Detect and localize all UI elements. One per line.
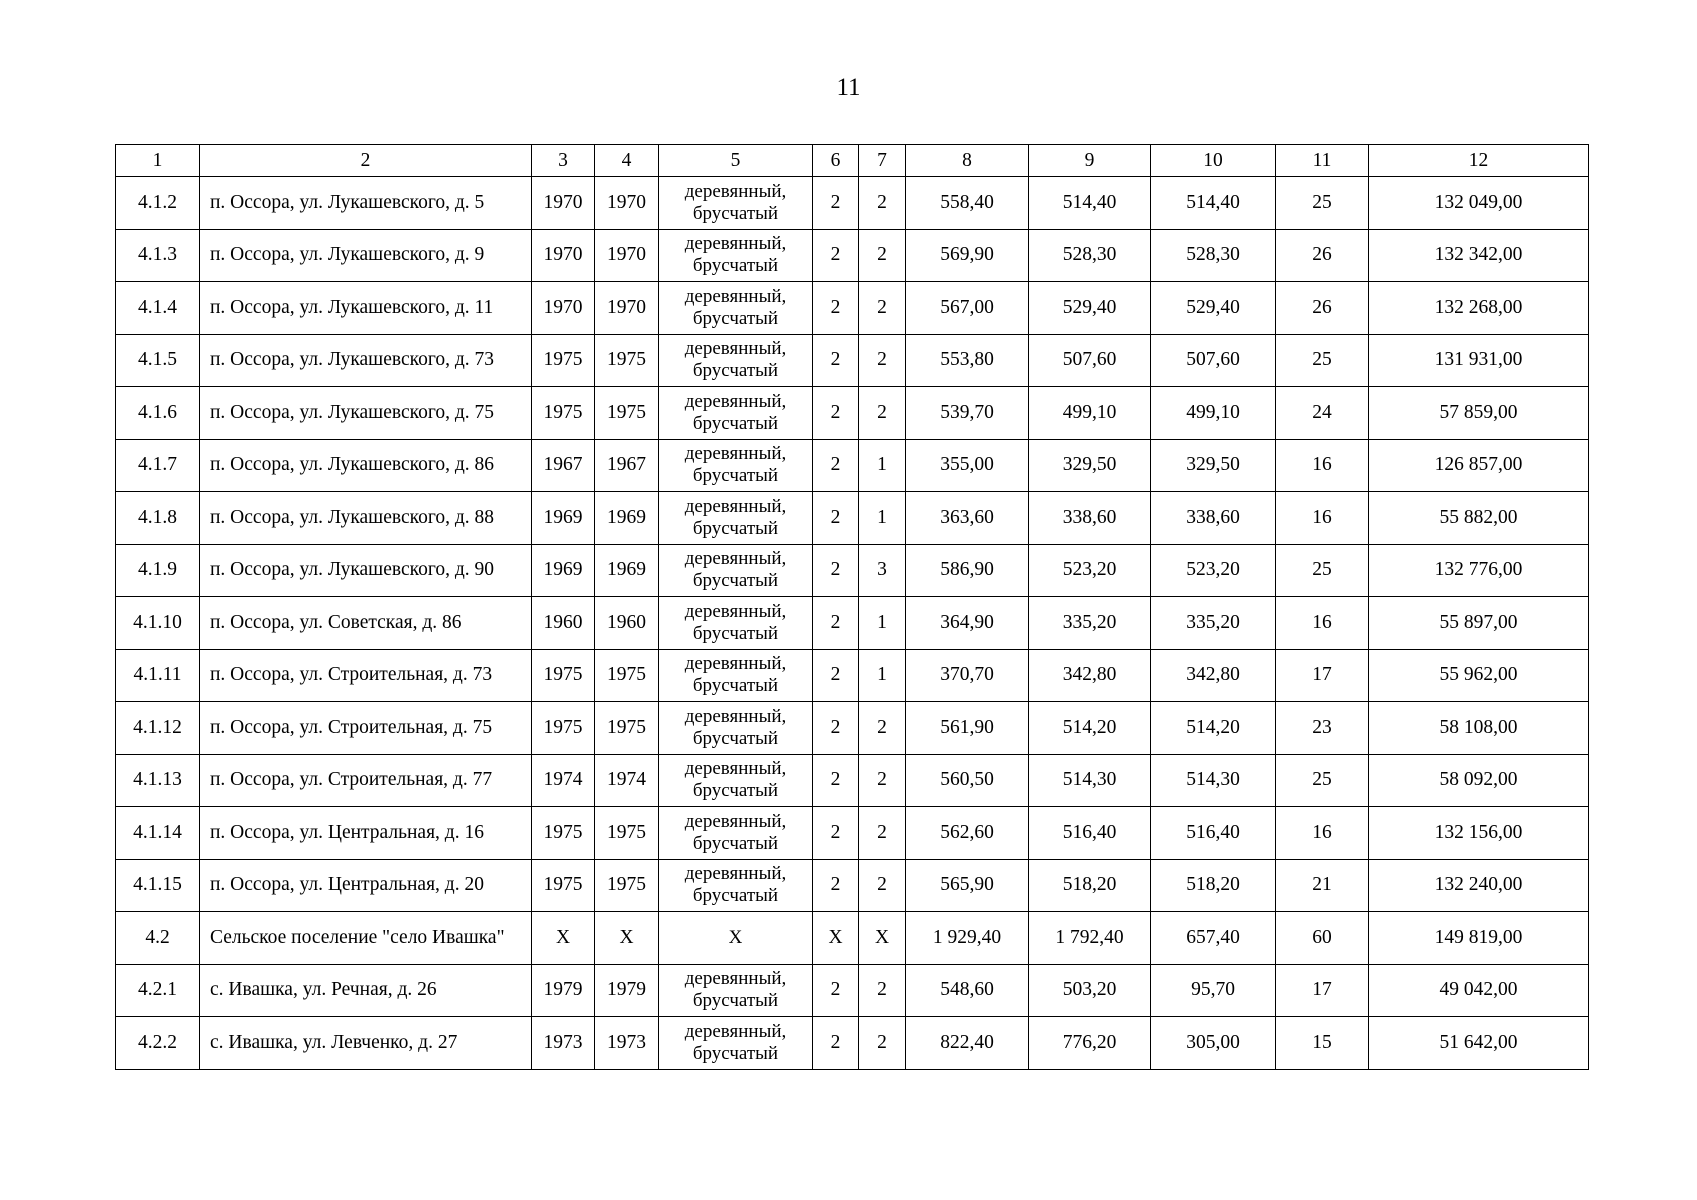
header-row bbox=[116, 145, 1589, 177]
year-cell: 1969 bbox=[595, 544, 659, 597]
table-row bbox=[116, 912, 1589, 965]
total-area-cell: 553,80 bbox=[906, 334, 1029, 387]
table-row bbox=[116, 229, 1589, 282]
living-area-cell: 776,20 bbox=[1029, 1017, 1151, 1070]
total-area-cell: 822,40 bbox=[906, 1017, 1029, 1070]
address-cell: п. Оссора, ул. Лукашевского, д. 5 bbox=[200, 177, 532, 230]
total-area-cell: 1 929,40 bbox=[906, 912, 1029, 965]
area-cell: 305,00 bbox=[1151, 1017, 1276, 1070]
column-header-4: 4 bbox=[595, 145, 659, 177]
row-number-cell: 4.1.9 bbox=[116, 544, 200, 597]
row-number-cell: 4.1.6 bbox=[116, 387, 200, 440]
entrances-cell: 2 bbox=[859, 859, 906, 912]
amount-cell: 55 897,00 bbox=[1369, 597, 1589, 650]
residents-cell: 16 bbox=[1276, 492, 1369, 545]
year-cell: 1970 bbox=[595, 229, 659, 282]
row-number-cell: 4.1.5 bbox=[116, 334, 200, 387]
floors-cell: 2 bbox=[813, 702, 859, 755]
material-cell: деревянный, брусчатый bbox=[659, 807, 813, 860]
year-cell: 1970 bbox=[595, 282, 659, 335]
address-cell: п. Оссора, ул. Советская, д. 86 bbox=[200, 597, 532, 650]
area-cell: 338,60 bbox=[1151, 492, 1276, 545]
total-area-cell: 539,70 bbox=[906, 387, 1029, 440]
year-cell: 1970 bbox=[532, 282, 595, 335]
column-header-8: 8 bbox=[906, 145, 1029, 177]
row-number-cell: 4.2 bbox=[116, 912, 200, 965]
material-cell: деревянный, брусчатый bbox=[659, 334, 813, 387]
living-area-cell: 516,40 bbox=[1029, 807, 1151, 860]
area-cell: 342,80 bbox=[1151, 649, 1276, 702]
entrances-cell: 1 bbox=[859, 439, 906, 492]
year-cell: Х bbox=[532, 912, 595, 965]
table-row bbox=[116, 859, 1589, 912]
year-cell: 1975 bbox=[532, 387, 595, 440]
residents-cell: 26 bbox=[1276, 229, 1369, 282]
total-area-cell: 363,60 bbox=[906, 492, 1029, 545]
area-cell: 499,10 bbox=[1151, 387, 1276, 440]
living-area-cell: 335,20 bbox=[1029, 597, 1151, 650]
area-cell: 516,40 bbox=[1151, 807, 1276, 860]
year-cell: 1967 bbox=[595, 439, 659, 492]
material-cell: деревянный, брусчатый bbox=[659, 387, 813, 440]
year-cell: 1975 bbox=[595, 387, 659, 440]
housing-register-table bbox=[115, 144, 1589, 1070]
year-cell: 1975 bbox=[595, 859, 659, 912]
table-row bbox=[116, 282, 1589, 335]
column-header-11: 11 bbox=[1276, 145, 1369, 177]
area-cell: 95,70 bbox=[1151, 964, 1276, 1017]
row-number-cell: 4.1.14 bbox=[116, 807, 200, 860]
address-cell: п. Оссора, ул. Лукашевского, д. 73 bbox=[200, 334, 532, 387]
amount-cell: 55 962,00 bbox=[1369, 649, 1589, 702]
living-area-cell: 507,60 bbox=[1029, 334, 1151, 387]
material-cell: деревянный, брусчатый bbox=[659, 544, 813, 597]
address-cell: Сельское поселение "село Ивашка" bbox=[200, 912, 532, 965]
entrances-cell: 2 bbox=[859, 754, 906, 807]
living-area-cell: 514,40 bbox=[1029, 177, 1151, 230]
table-row bbox=[116, 544, 1589, 597]
total-area-cell: 355,00 bbox=[906, 439, 1029, 492]
living-area-cell: 499,10 bbox=[1029, 387, 1151, 440]
amount-cell: 132 156,00 bbox=[1369, 807, 1589, 860]
table-body bbox=[116, 177, 1589, 1070]
entrances-cell: 2 bbox=[859, 177, 906, 230]
column-header-5: 5 bbox=[659, 145, 813, 177]
total-area-cell: 562,60 bbox=[906, 807, 1029, 860]
living-area-cell: 523,20 bbox=[1029, 544, 1151, 597]
material-cell: деревянный, брусчатый bbox=[659, 649, 813, 702]
residents-cell: 25 bbox=[1276, 177, 1369, 230]
row-number-cell: 4.1.3 bbox=[116, 229, 200, 282]
total-area-cell: 370,70 bbox=[906, 649, 1029, 702]
floors-cell: 2 bbox=[813, 334, 859, 387]
material-cell: деревянный, брусчатый bbox=[659, 964, 813, 1017]
table-row bbox=[116, 1017, 1589, 1070]
row-number-cell: 4.1.12 bbox=[116, 702, 200, 755]
address-cell: п. Оссора, ул. Лукашевского, д. 9 bbox=[200, 229, 532, 282]
floors-cell: 2 bbox=[813, 597, 859, 650]
amount-cell: 132 268,00 bbox=[1369, 282, 1589, 335]
area-cell: 518,20 bbox=[1151, 859, 1276, 912]
amount-cell: 57 859,00 bbox=[1369, 387, 1589, 440]
year-cell: 1975 bbox=[532, 807, 595, 860]
year-cell: 1973 bbox=[532, 1017, 595, 1070]
floors-cell: 2 bbox=[813, 282, 859, 335]
total-area-cell: 558,40 bbox=[906, 177, 1029, 230]
living-area-cell: 329,50 bbox=[1029, 439, 1151, 492]
living-area-cell: 503,20 bbox=[1029, 964, 1151, 1017]
column-header-9: 9 bbox=[1029, 145, 1151, 177]
table-row bbox=[116, 649, 1589, 702]
column-header-6: 6 bbox=[813, 145, 859, 177]
material-cell: Х bbox=[659, 912, 813, 965]
amount-cell: 51 642,00 bbox=[1369, 1017, 1589, 1070]
total-area-cell: 364,90 bbox=[906, 597, 1029, 650]
year-cell: 1975 bbox=[595, 334, 659, 387]
living-area-cell: 514,20 bbox=[1029, 702, 1151, 755]
entrances-cell: 1 bbox=[859, 597, 906, 650]
table-row bbox=[116, 387, 1589, 440]
amount-cell: 132 240,00 bbox=[1369, 859, 1589, 912]
year-cell: 1967 bbox=[532, 439, 595, 492]
total-area-cell: 560,50 bbox=[906, 754, 1029, 807]
amount-cell: 131 931,00 bbox=[1369, 334, 1589, 387]
column-header-7: 7 bbox=[859, 145, 906, 177]
table-row bbox=[116, 964, 1589, 1017]
area-cell: 523,20 bbox=[1151, 544, 1276, 597]
material-cell: деревянный, брусчатый bbox=[659, 439, 813, 492]
entrances-cell: 3 bbox=[859, 544, 906, 597]
residents-cell: 26 bbox=[1276, 282, 1369, 335]
table-row bbox=[116, 439, 1589, 492]
floors-cell: 2 bbox=[813, 229, 859, 282]
amount-cell: 55 882,00 bbox=[1369, 492, 1589, 545]
table-row bbox=[116, 492, 1589, 545]
floors-cell: 2 bbox=[813, 964, 859, 1017]
address-cell: п. Оссора, ул. Лукашевского, д. 88 bbox=[200, 492, 532, 545]
year-cell: 1975 bbox=[532, 859, 595, 912]
year-cell: 1979 bbox=[595, 964, 659, 1017]
area-cell: 335,20 bbox=[1151, 597, 1276, 650]
residents-cell: 60 bbox=[1276, 912, 1369, 965]
row-number-cell: 4.2.2 bbox=[116, 1017, 200, 1070]
year-cell: 1975 bbox=[595, 807, 659, 860]
entrances-cell: 2 bbox=[859, 334, 906, 387]
year-cell: 1969 bbox=[532, 544, 595, 597]
material-cell: деревянный, брусчатый bbox=[659, 492, 813, 545]
entrances-cell: 1 bbox=[859, 492, 906, 545]
year-cell: 1970 bbox=[532, 177, 595, 230]
amount-cell: 132 342,00 bbox=[1369, 229, 1589, 282]
area-cell: 507,60 bbox=[1151, 334, 1276, 387]
living-area-cell: 529,40 bbox=[1029, 282, 1151, 335]
table-row bbox=[116, 807, 1589, 860]
residents-cell: 25 bbox=[1276, 544, 1369, 597]
residents-cell: 15 bbox=[1276, 1017, 1369, 1070]
material-cell: деревянный, брусчатый bbox=[659, 754, 813, 807]
residents-cell: 23 bbox=[1276, 702, 1369, 755]
amount-cell: 49 042,00 bbox=[1369, 964, 1589, 1017]
entrances-cell: 2 bbox=[859, 964, 906, 1017]
amount-cell: 149 819,00 bbox=[1369, 912, 1589, 965]
year-cell: 1970 bbox=[595, 177, 659, 230]
living-area-cell: 338,60 bbox=[1029, 492, 1151, 545]
area-cell: 514,40 bbox=[1151, 177, 1276, 230]
address-cell: п. Оссора, ул. Строительная, д. 73 bbox=[200, 649, 532, 702]
year-cell: 1975 bbox=[532, 649, 595, 702]
amount-cell: 132 776,00 bbox=[1369, 544, 1589, 597]
floors-cell: 2 bbox=[813, 649, 859, 702]
living-area-cell: 528,30 bbox=[1029, 229, 1151, 282]
row-number-cell: 4.1.11 bbox=[116, 649, 200, 702]
column-header-2: 2 bbox=[200, 145, 532, 177]
amount-cell: 58 092,00 bbox=[1369, 754, 1589, 807]
year-cell: Х bbox=[595, 912, 659, 965]
address-cell: п. Оссора, ул. Центральная, д. 16 bbox=[200, 807, 532, 860]
year-cell: 1975 bbox=[595, 649, 659, 702]
year-cell: 1960 bbox=[532, 597, 595, 650]
address-cell: п. Оссора, ул. Строительная, д. 75 bbox=[200, 702, 532, 755]
entrances-cell: 2 bbox=[859, 387, 906, 440]
floors-cell: 2 bbox=[813, 387, 859, 440]
residents-cell: 17 bbox=[1276, 649, 1369, 702]
residents-cell: 16 bbox=[1276, 439, 1369, 492]
total-area-cell: 586,90 bbox=[906, 544, 1029, 597]
material-cell: деревянный, брусчатый bbox=[659, 177, 813, 230]
total-area-cell: 565,90 bbox=[906, 859, 1029, 912]
total-area-cell: 548,60 bbox=[906, 964, 1029, 1017]
column-header-10: 10 bbox=[1151, 145, 1276, 177]
floors-cell: Х bbox=[813, 912, 859, 965]
year-cell: 1975 bbox=[532, 334, 595, 387]
floors-cell: 2 bbox=[813, 859, 859, 912]
row-number-cell: 4.1.8 bbox=[116, 492, 200, 545]
residents-cell: 16 bbox=[1276, 807, 1369, 860]
total-area-cell: 561,90 bbox=[906, 702, 1029, 755]
area-cell: 528,30 bbox=[1151, 229, 1276, 282]
year-cell: 1969 bbox=[595, 492, 659, 545]
table-row bbox=[116, 334, 1589, 387]
page-number: 11 bbox=[836, 74, 861, 101]
residents-cell: 25 bbox=[1276, 334, 1369, 387]
amount-cell: 58 108,00 bbox=[1369, 702, 1589, 755]
year-cell: 1979 bbox=[532, 964, 595, 1017]
area-cell: 529,40 bbox=[1151, 282, 1276, 335]
year-cell: 1974 bbox=[595, 754, 659, 807]
floors-cell: 2 bbox=[813, 754, 859, 807]
living-area-cell: 518,20 bbox=[1029, 859, 1151, 912]
row-number-cell: 4.1.13 bbox=[116, 754, 200, 807]
material-cell: деревянный, брусчатый bbox=[659, 1017, 813, 1070]
area-cell: 329,50 bbox=[1151, 439, 1276, 492]
floors-cell: 2 bbox=[813, 544, 859, 597]
floors-cell: 2 bbox=[813, 1017, 859, 1070]
entrances-cell: 2 bbox=[859, 702, 906, 755]
living-area-cell: 342,80 bbox=[1029, 649, 1151, 702]
address-cell: п. Оссора, ул. Лукашевского, д. 75 bbox=[200, 387, 532, 440]
entrances-cell: 2 bbox=[859, 282, 906, 335]
row-number-cell: 4.1.4 bbox=[116, 282, 200, 335]
year-cell: 1973 bbox=[595, 1017, 659, 1070]
row-number-cell: 4.1.2 bbox=[116, 177, 200, 230]
residents-cell: 24 bbox=[1276, 387, 1369, 440]
year-cell: 1960 bbox=[595, 597, 659, 650]
floors-cell: 2 bbox=[813, 177, 859, 230]
address-cell: п. Оссора, ул. Лукашевского, д. 11 bbox=[200, 282, 532, 335]
area-cell: 514,30 bbox=[1151, 754, 1276, 807]
table-row bbox=[116, 754, 1589, 807]
address-cell: п. Оссора, ул. Строительная, д. 77 bbox=[200, 754, 532, 807]
year-cell: 1975 bbox=[532, 702, 595, 755]
entrances-cell: 2 bbox=[859, 229, 906, 282]
year-cell: 1974 bbox=[532, 754, 595, 807]
residents-cell: 21 bbox=[1276, 859, 1369, 912]
table-row bbox=[116, 702, 1589, 755]
entrances-cell: 2 bbox=[859, 1017, 906, 1070]
area-cell: 657,40 bbox=[1151, 912, 1276, 965]
total-area-cell: 569,90 bbox=[906, 229, 1029, 282]
column-header-12: 12 bbox=[1369, 145, 1589, 177]
column-header-1: 1 bbox=[116, 145, 200, 177]
address-cell: п. Оссора, ул. Лукашевского, д. 90 bbox=[200, 544, 532, 597]
year-cell: 1975 bbox=[595, 702, 659, 755]
address-cell: п. Оссора, ул. Лукашевского, д. 86 bbox=[200, 439, 532, 492]
entrances-cell: 2 bbox=[859, 807, 906, 860]
amount-cell: 132 049,00 bbox=[1369, 177, 1589, 230]
living-area-cell: 1 792,40 bbox=[1029, 912, 1151, 965]
material-cell: деревянный, брусчатый bbox=[659, 282, 813, 335]
table-header bbox=[116, 145, 1589, 177]
table-row bbox=[116, 177, 1589, 230]
floors-cell: 2 bbox=[813, 439, 859, 492]
column-header-3: 3 bbox=[532, 145, 595, 177]
row-number-cell: 4.2.1 bbox=[116, 964, 200, 1017]
floors-cell: 2 bbox=[813, 807, 859, 860]
entrances-cell: 1 bbox=[859, 649, 906, 702]
address-cell: п. Оссора, ул. Центральная, д. 20 bbox=[200, 859, 532, 912]
total-area-cell: 567,00 bbox=[906, 282, 1029, 335]
table-row bbox=[116, 597, 1589, 650]
area-cell: 514,20 bbox=[1151, 702, 1276, 755]
address-cell: с. Ивашка, ул. Левченко, д. 27 bbox=[200, 1017, 532, 1070]
year-cell: 1969 bbox=[532, 492, 595, 545]
row-number-cell: 4.1.7 bbox=[116, 439, 200, 492]
floors-cell: 2 bbox=[813, 492, 859, 545]
material-cell: деревянный, брусчатый bbox=[659, 859, 813, 912]
residents-cell: 17 bbox=[1276, 964, 1369, 1017]
entrances-cell: Х bbox=[859, 912, 906, 965]
material-cell: деревянный, брусчатый bbox=[659, 597, 813, 650]
residents-cell: 25 bbox=[1276, 754, 1369, 807]
row-number-cell: 4.1.10 bbox=[116, 597, 200, 650]
residents-cell: 16 bbox=[1276, 597, 1369, 650]
material-cell: деревянный, брусчатый bbox=[659, 702, 813, 755]
year-cell: 1970 bbox=[532, 229, 595, 282]
amount-cell: 126 857,00 bbox=[1369, 439, 1589, 492]
address-cell: с. Ивашка, ул. Речная, д. 26 bbox=[200, 964, 532, 1017]
living-area-cell: 514,30 bbox=[1029, 754, 1151, 807]
row-number-cell: 4.1.15 bbox=[116, 859, 200, 912]
material-cell: деревянный, брусчатый bbox=[659, 229, 813, 282]
